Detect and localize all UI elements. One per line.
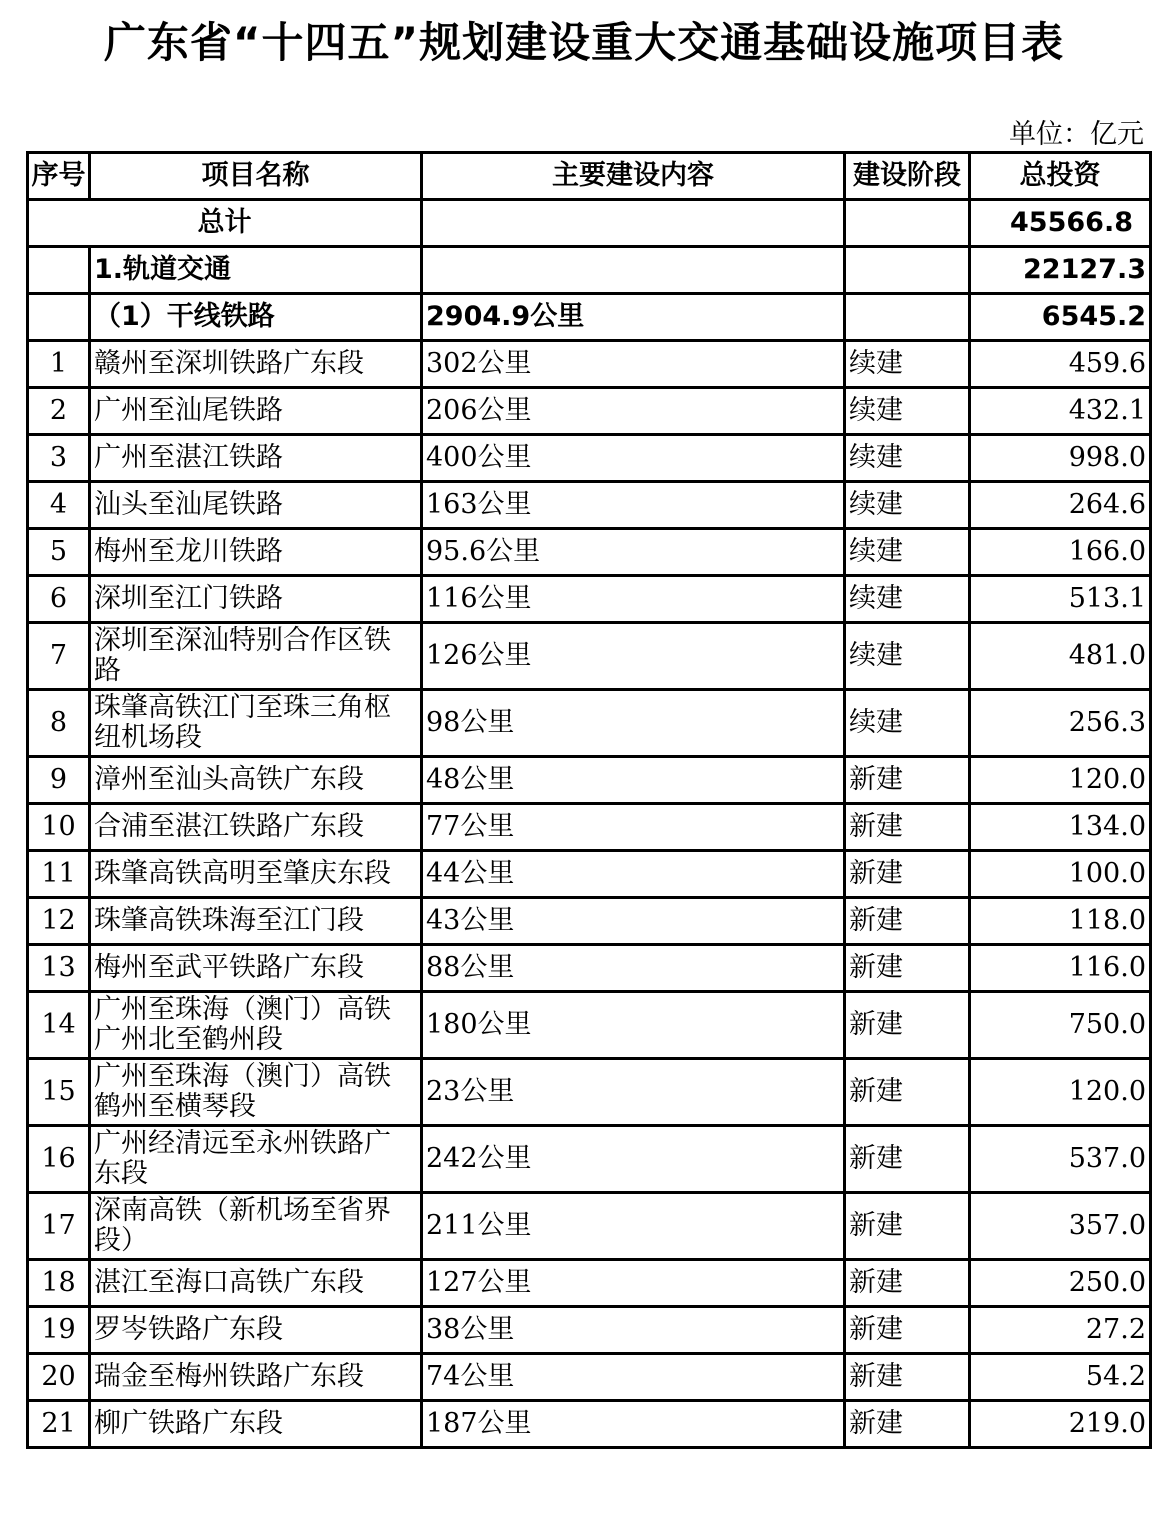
table-row	[28, 1307, 1151, 1354]
table-row	[28, 1401, 1151, 1448]
row-number: 12	[28, 898, 90, 945]
table-row	[28, 690, 1151, 757]
project-name: 漳州至汕头高铁广东段	[90, 757, 422, 804]
table-header-row	[28, 153, 1151, 200]
project-name: 汕头至汕尾铁路	[90, 482, 422, 529]
row-number: 20	[28, 1354, 90, 1401]
subcategory-label: （1）干线铁路	[90, 294, 422, 341]
category-investment: 22127.3	[970, 247, 1151, 294]
total-investment: 357.0	[970, 1193, 1151, 1260]
table-row	[28, 757, 1151, 804]
construction-stage: 新建	[845, 851, 970, 898]
row-number: 6	[28, 576, 90, 623]
construction-content: 88公里	[422, 945, 845, 992]
construction-stage: 续建	[845, 529, 970, 576]
total-investment: 116.0	[970, 945, 1151, 992]
construction-stage: 新建	[845, 1126, 970, 1193]
construction-stage: 新建	[845, 1354, 970, 1401]
construction-stage: 新建	[845, 1307, 970, 1354]
total-label: 总计	[28, 200, 422, 247]
table-row	[28, 1126, 1151, 1193]
category-row	[28, 247, 1151, 294]
total-investment: 120.0	[970, 1059, 1151, 1126]
construction-stage: 续建	[845, 435, 970, 482]
project-name: 梅州至龙川铁路	[90, 529, 422, 576]
table-row	[28, 388, 1151, 435]
row-number: 3	[28, 435, 90, 482]
project-name: 珠肇高铁江门至珠三角枢纽机场段	[90, 690, 422, 757]
total-investment: 100.0	[970, 851, 1151, 898]
total-investment: 250.0	[970, 1260, 1151, 1307]
header-name: 项目名称	[90, 153, 422, 200]
total-investment: 219.0	[970, 1401, 1151, 1448]
construction-content: 77公里	[422, 804, 845, 851]
project-name: 柳广铁路广东段	[90, 1401, 422, 1448]
project-name: 深南高铁（新机场至省界段）	[90, 1193, 422, 1260]
project-name: 珠肇高铁高明至肇庆东段	[90, 851, 422, 898]
total-investment: 998.0	[970, 435, 1151, 482]
row-number: 21	[28, 1401, 90, 1448]
construction-stage: 新建	[845, 898, 970, 945]
total-investment: 264.6	[970, 482, 1151, 529]
project-table	[26, 151, 1152, 1449]
row-number: 5	[28, 529, 90, 576]
construction-content: 44公里	[422, 851, 845, 898]
row-number: 1	[28, 341, 90, 388]
project-name: 深圳至深汕特别合作区铁路	[90, 623, 422, 690]
construction-stage: 续建	[845, 690, 970, 757]
table-row	[28, 1059, 1151, 1126]
total-investment: 166.0	[970, 529, 1151, 576]
table-row	[28, 341, 1151, 388]
total-row	[28, 200, 1151, 247]
subcategory-content: 2904.9公里	[422, 294, 845, 341]
table-row	[28, 435, 1151, 482]
construction-content: 127公里	[422, 1260, 845, 1307]
total-investment: 27.2	[970, 1307, 1151, 1354]
construction-stage: 续建	[845, 623, 970, 690]
construction-content: 400公里	[422, 435, 845, 482]
table-row	[28, 945, 1151, 992]
row-number: 19	[28, 1307, 90, 1354]
construction-stage: 续建	[845, 482, 970, 529]
table-row	[28, 1354, 1151, 1401]
construction-content: 98公里	[422, 690, 845, 757]
subcategory-row	[28, 294, 1151, 341]
construction-stage: 新建	[845, 757, 970, 804]
construction-content: 180公里	[422, 992, 845, 1059]
row-number: 8	[28, 690, 90, 757]
row-number: 16	[28, 1126, 90, 1193]
category-label: 1.轨道交通	[90, 247, 422, 294]
project-name: 深圳至江门铁路	[90, 576, 422, 623]
row-number: 18	[28, 1260, 90, 1307]
table-row	[28, 623, 1151, 690]
row-number: 17	[28, 1193, 90, 1260]
row-number: 11	[28, 851, 90, 898]
row-number: 15	[28, 1059, 90, 1126]
header-stage: 建设阶段	[845, 153, 970, 200]
subcategory-investment: 6545.2	[970, 294, 1151, 341]
project-name: 珠肇高铁珠海至江门段	[90, 898, 422, 945]
project-name: 广州至珠海（澳门）高铁鹤州至横琴段	[90, 1059, 422, 1126]
construction-stage: 续建	[845, 576, 970, 623]
construction-content: 43公里	[422, 898, 845, 945]
unit-label: 单位：亿元	[1009, 119, 1144, 150]
construction-content: 23公里	[422, 1059, 845, 1126]
construction-content: 302公里	[422, 341, 845, 388]
header-investment: 总投资	[970, 153, 1151, 200]
header-no: 序号	[28, 153, 90, 200]
total-investment: 537.0	[970, 1126, 1151, 1193]
row-number: 7	[28, 623, 90, 690]
construction-content: 206公里	[422, 388, 845, 435]
project-name: 广州至汕尾铁路	[90, 388, 422, 435]
construction-content: 95.6公里	[422, 529, 845, 576]
construction-stage: 新建	[845, 1193, 970, 1260]
row-number: 13	[28, 945, 90, 992]
construction-stage: 续建	[845, 341, 970, 388]
construction-stage: 新建	[845, 1401, 970, 1448]
project-name: 梅州至武平铁路广东段	[90, 945, 422, 992]
row-number: 4	[28, 482, 90, 529]
table-row	[28, 576, 1151, 623]
row-number: 2	[28, 388, 90, 435]
total-investment: 54.2	[970, 1354, 1151, 1401]
construction-content: 38公里	[422, 1307, 845, 1354]
total-investment: 256.3	[970, 690, 1151, 757]
construction-stage: 续建	[845, 388, 970, 435]
project-name: 合浦至湛江铁路广东段	[90, 804, 422, 851]
construction-content: 187公里	[422, 1401, 845, 1448]
row-number: 9	[28, 757, 90, 804]
construction-content: 163公里	[422, 482, 845, 529]
project-name: 赣州至深圳铁路广东段	[90, 341, 422, 388]
total-investment: 432.1	[970, 388, 1151, 435]
total-investment: 118.0	[970, 898, 1151, 945]
project-name: 罗岑铁路广东段	[90, 1307, 422, 1354]
table-row	[28, 1193, 1151, 1260]
total-investment: 481.0	[970, 623, 1151, 690]
project-name: 瑞金至梅州铁路广东段	[90, 1354, 422, 1401]
construction-stage: 新建	[845, 804, 970, 851]
table-row	[28, 804, 1151, 851]
total-investment: 513.1	[970, 576, 1151, 623]
table-row	[28, 992, 1151, 1059]
construction-content: 74公里	[422, 1354, 845, 1401]
row-number: 14	[28, 992, 90, 1059]
construction-content: 211公里	[422, 1193, 845, 1260]
construction-stage: 新建	[845, 1260, 970, 1307]
total-investment: 750.0	[970, 992, 1151, 1059]
project-name: 广州经清远至永州铁路广东段	[90, 1126, 422, 1193]
table-row	[28, 482, 1151, 529]
project-name: 广州至湛江铁路	[90, 435, 422, 482]
total-investment: 134.0	[970, 804, 1151, 851]
total-investment: 45566.8	[970, 200, 1151, 247]
construction-stage: 新建	[845, 945, 970, 992]
table-row	[28, 1260, 1151, 1307]
table-row	[28, 851, 1151, 898]
total-investment: 120.0	[970, 757, 1151, 804]
construction-content: 48公里	[422, 757, 845, 804]
page-title: 广东省“十四五”规划建设重大交通基础设施项目表	[103, 18, 1065, 67]
construction-stage: 新建	[845, 992, 970, 1059]
construction-content: 116公里	[422, 576, 845, 623]
construction-content: 242公里	[422, 1126, 845, 1193]
table-row	[28, 529, 1151, 576]
header-content: 主要建设内容	[422, 153, 845, 200]
table-row	[28, 898, 1151, 945]
construction-stage: 新建	[845, 1059, 970, 1126]
total-investment: 459.6	[970, 341, 1151, 388]
project-name: 湛江至海口高铁广东段	[90, 1260, 422, 1307]
construction-content: 126公里	[422, 623, 845, 690]
row-number: 10	[28, 804, 90, 851]
project-name: 广州至珠海（澳门）高铁广州北至鹤州段	[90, 992, 422, 1059]
